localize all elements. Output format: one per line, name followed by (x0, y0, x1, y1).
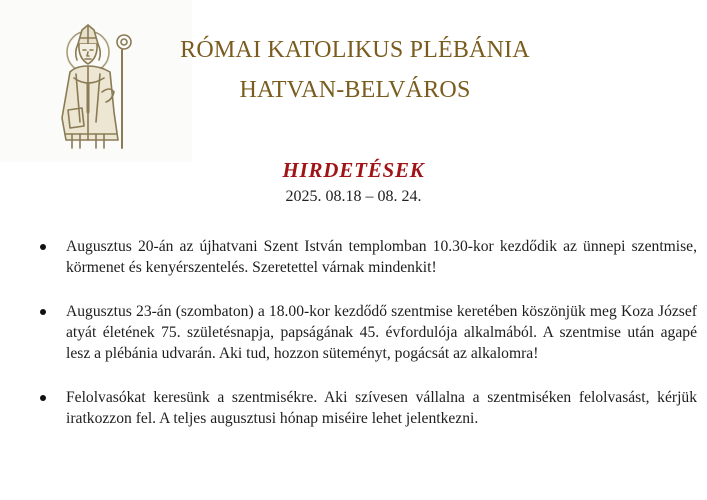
announcement-text: Augusztus 23-án (szombaton) a 18.00-kor kezdődő szentmise keretében köszönjük meg Koza József atyát életének 75. születésnapja, papságának 45. évfordulója alkalmából. A szentmise után agapé lesz a plébánia udvarán. Aki tud, hozzon süteményt, pogácsát az alkalomra! (66, 303, 697, 362)
bullet-icon (40, 395, 46, 401)
parish-header (140, 30, 570, 110)
bullet-icon (40, 309, 46, 315)
parish-location: HATVAN-BELVÁROS (239, 77, 471, 103)
bishop-saint-icon (58, 22, 138, 150)
date-range: 2025. 08.18 – 08. 24. (285, 188, 422, 205)
announcement-text: Augusztus 20-án az újhatvani Szent István templomban 10.30-kor kezdődik az ünnepi szentmise, körmenet és kenyérszentelés. Szeretettel várnak mindenkit! (66, 238, 697, 276)
announcement-item (40, 387, 697, 429)
announcement-list (40, 236, 697, 452)
bullet-icon (40, 244, 46, 250)
parish-name: RÓMAI KATOLIKUS PLÉBÁNIA (180, 37, 530, 63)
announcement-text: Felolvasókat keresünk a szentmisékre. Aki szívesen vállalna a szentmiséken felolvasást, kérjük iratkozzon fel. A teljes augusztusi hónap miséire lehet jelentkezni. (66, 389, 697, 427)
announcement-item (40, 301, 697, 364)
announcement-item (40, 236, 697, 278)
announcements-heading: HIRDETÉSEK (282, 158, 425, 182)
